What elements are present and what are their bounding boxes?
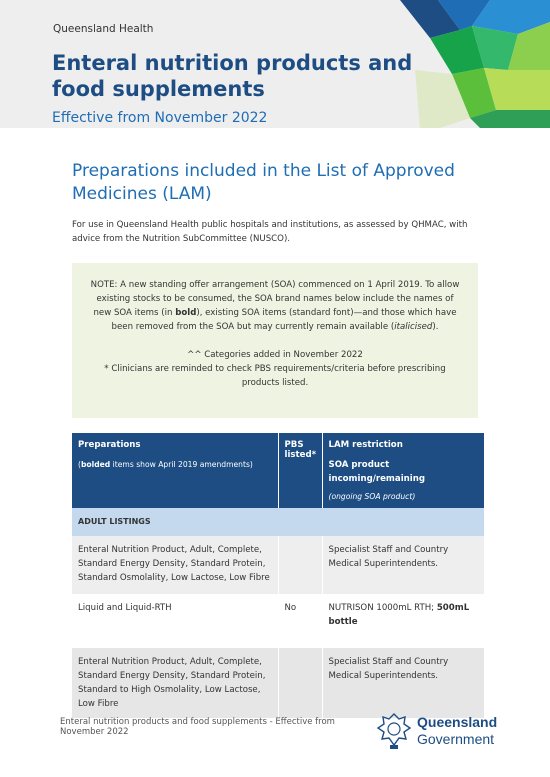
header-lam-restriction — [322, 433, 484, 508]
document-title — [52, 50, 452, 102]
government-logo — [417, 714, 497, 748]
header-soa-label: SOA product incoming/remaining — [328, 460, 425, 484]
queensland-crest-icon — [375, 712, 413, 750]
table-row — [72, 594, 484, 648]
row-preparation: Enteral Nutrition Product, Adult, Complete, Standard Energy Density, Standard Protein, Standard to High Osmolality, Low Lactose, Low Fibre — [72, 648, 278, 718]
document-subtitle: Effective from November 2022 — [52, 110, 268, 126]
section-title — [72, 160, 492, 206]
footer-text: Enteral nutrition products and food supplements - Effective from November 2022 — [60, 717, 335, 737]
section-title-line-1: Preparations included in the List of Approved — [72, 161, 455, 181]
row-pbs: No — [278, 594, 322, 648]
category-row — [72, 508, 484, 536]
note-paragraph — [90, 278, 460, 334]
category-label: ADULT LISTINGS — [72, 508, 484, 536]
row-lam-bold: 500mL bottle — [328, 603, 470, 627]
note-text-part-2: ), existing SOA items (standard font)—and those which have been removed from the SOA but may currently remain available ( — [111, 308, 457, 332]
note-text-part-3: ). — [432, 322, 439, 332]
row-pbs — [278, 536, 322, 594]
header-pbs-listed — [278, 433, 322, 508]
row-preparation: Liquid and Liquid-RTH — [72, 594, 278, 648]
row-pbs — [278, 648, 322, 718]
lam-table — [72, 433, 485, 718]
table-header-row — [72, 433, 484, 508]
corner-pattern-graphic — [400, 0, 550, 128]
header-band — [0, 0, 550, 128]
header-preparations-note-rest: items show April 2019 amendments) — [110, 460, 253, 469]
header-preparations-label: Preparations — [78, 440, 141, 450]
table-row — [72, 648, 484, 718]
intro-paragraph: For use in Queensland Health public hospitals and institutions, as assessed by QHMAC, with advice from the Nutrition SubCommittee (NUSCO). — [72, 220, 468, 244]
organisation-name: Queensland Health — [53, 23, 154, 35]
header-preparations — [72, 433, 278, 508]
row-preparation: Enteral Nutrition Product, Adult, Complete, Standard Energy Density, Standard Protein, Standard Osmolality, Low Lactose, Low Fibre — [72, 536, 278, 594]
header-lam-label: LAM restriction — [328, 440, 403, 450]
header-ongoing-label: (ongoing SOA product) — [328, 492, 416, 501]
header-preparations-note-open: ( — [78, 460, 81, 469]
note-clinicians-reminder: * Clinicians are reminded to check PBS requirements/criteria before prescribing products listed. — [104, 364, 446, 388]
row-lam: Specialist Staff and Country Medical Superintendents. — [322, 536, 484, 594]
header-preparations-note-bold: bolded — [80, 460, 111, 469]
note-categories-added: ^^ Categories added in November 2022 — [187, 350, 363, 360]
note-spacer — [90, 334, 460, 348]
logo-line-2: Government — [417, 731, 495, 747]
row-lam: Specialist Staff and Country Medical Superintendents. — [322, 648, 484, 718]
header-preparations-note — [78, 460, 272, 469]
note-box — [72, 263, 478, 418]
row-lam — [322, 594, 484, 648]
note-italic-word: italicised — [394, 322, 433, 332]
section-title-line-2: Medicines (LAM) — [72, 184, 212, 204]
note-bold-word: bold — [175, 308, 197, 318]
table-row — [72, 536, 484, 594]
logo-line-1: Queensland — [417, 714, 498, 730]
title-line-2: food supplements — [52, 77, 265, 101]
row-lam-plain: NUTRISON 1000mL RTH; — [328, 603, 437, 613]
note-text-part-1: NOTE: A new standing offer arrangement (SOA) commenced on 1 April 2019. To allow existing stocks to be consumed, the SOA brand names below include the names of new SOA items (in — [90, 280, 460, 318]
header-pbs-label: PBS listed* — [284, 440, 317, 460]
title-line-1: Enteral nutrition products and — [52, 51, 413, 75]
